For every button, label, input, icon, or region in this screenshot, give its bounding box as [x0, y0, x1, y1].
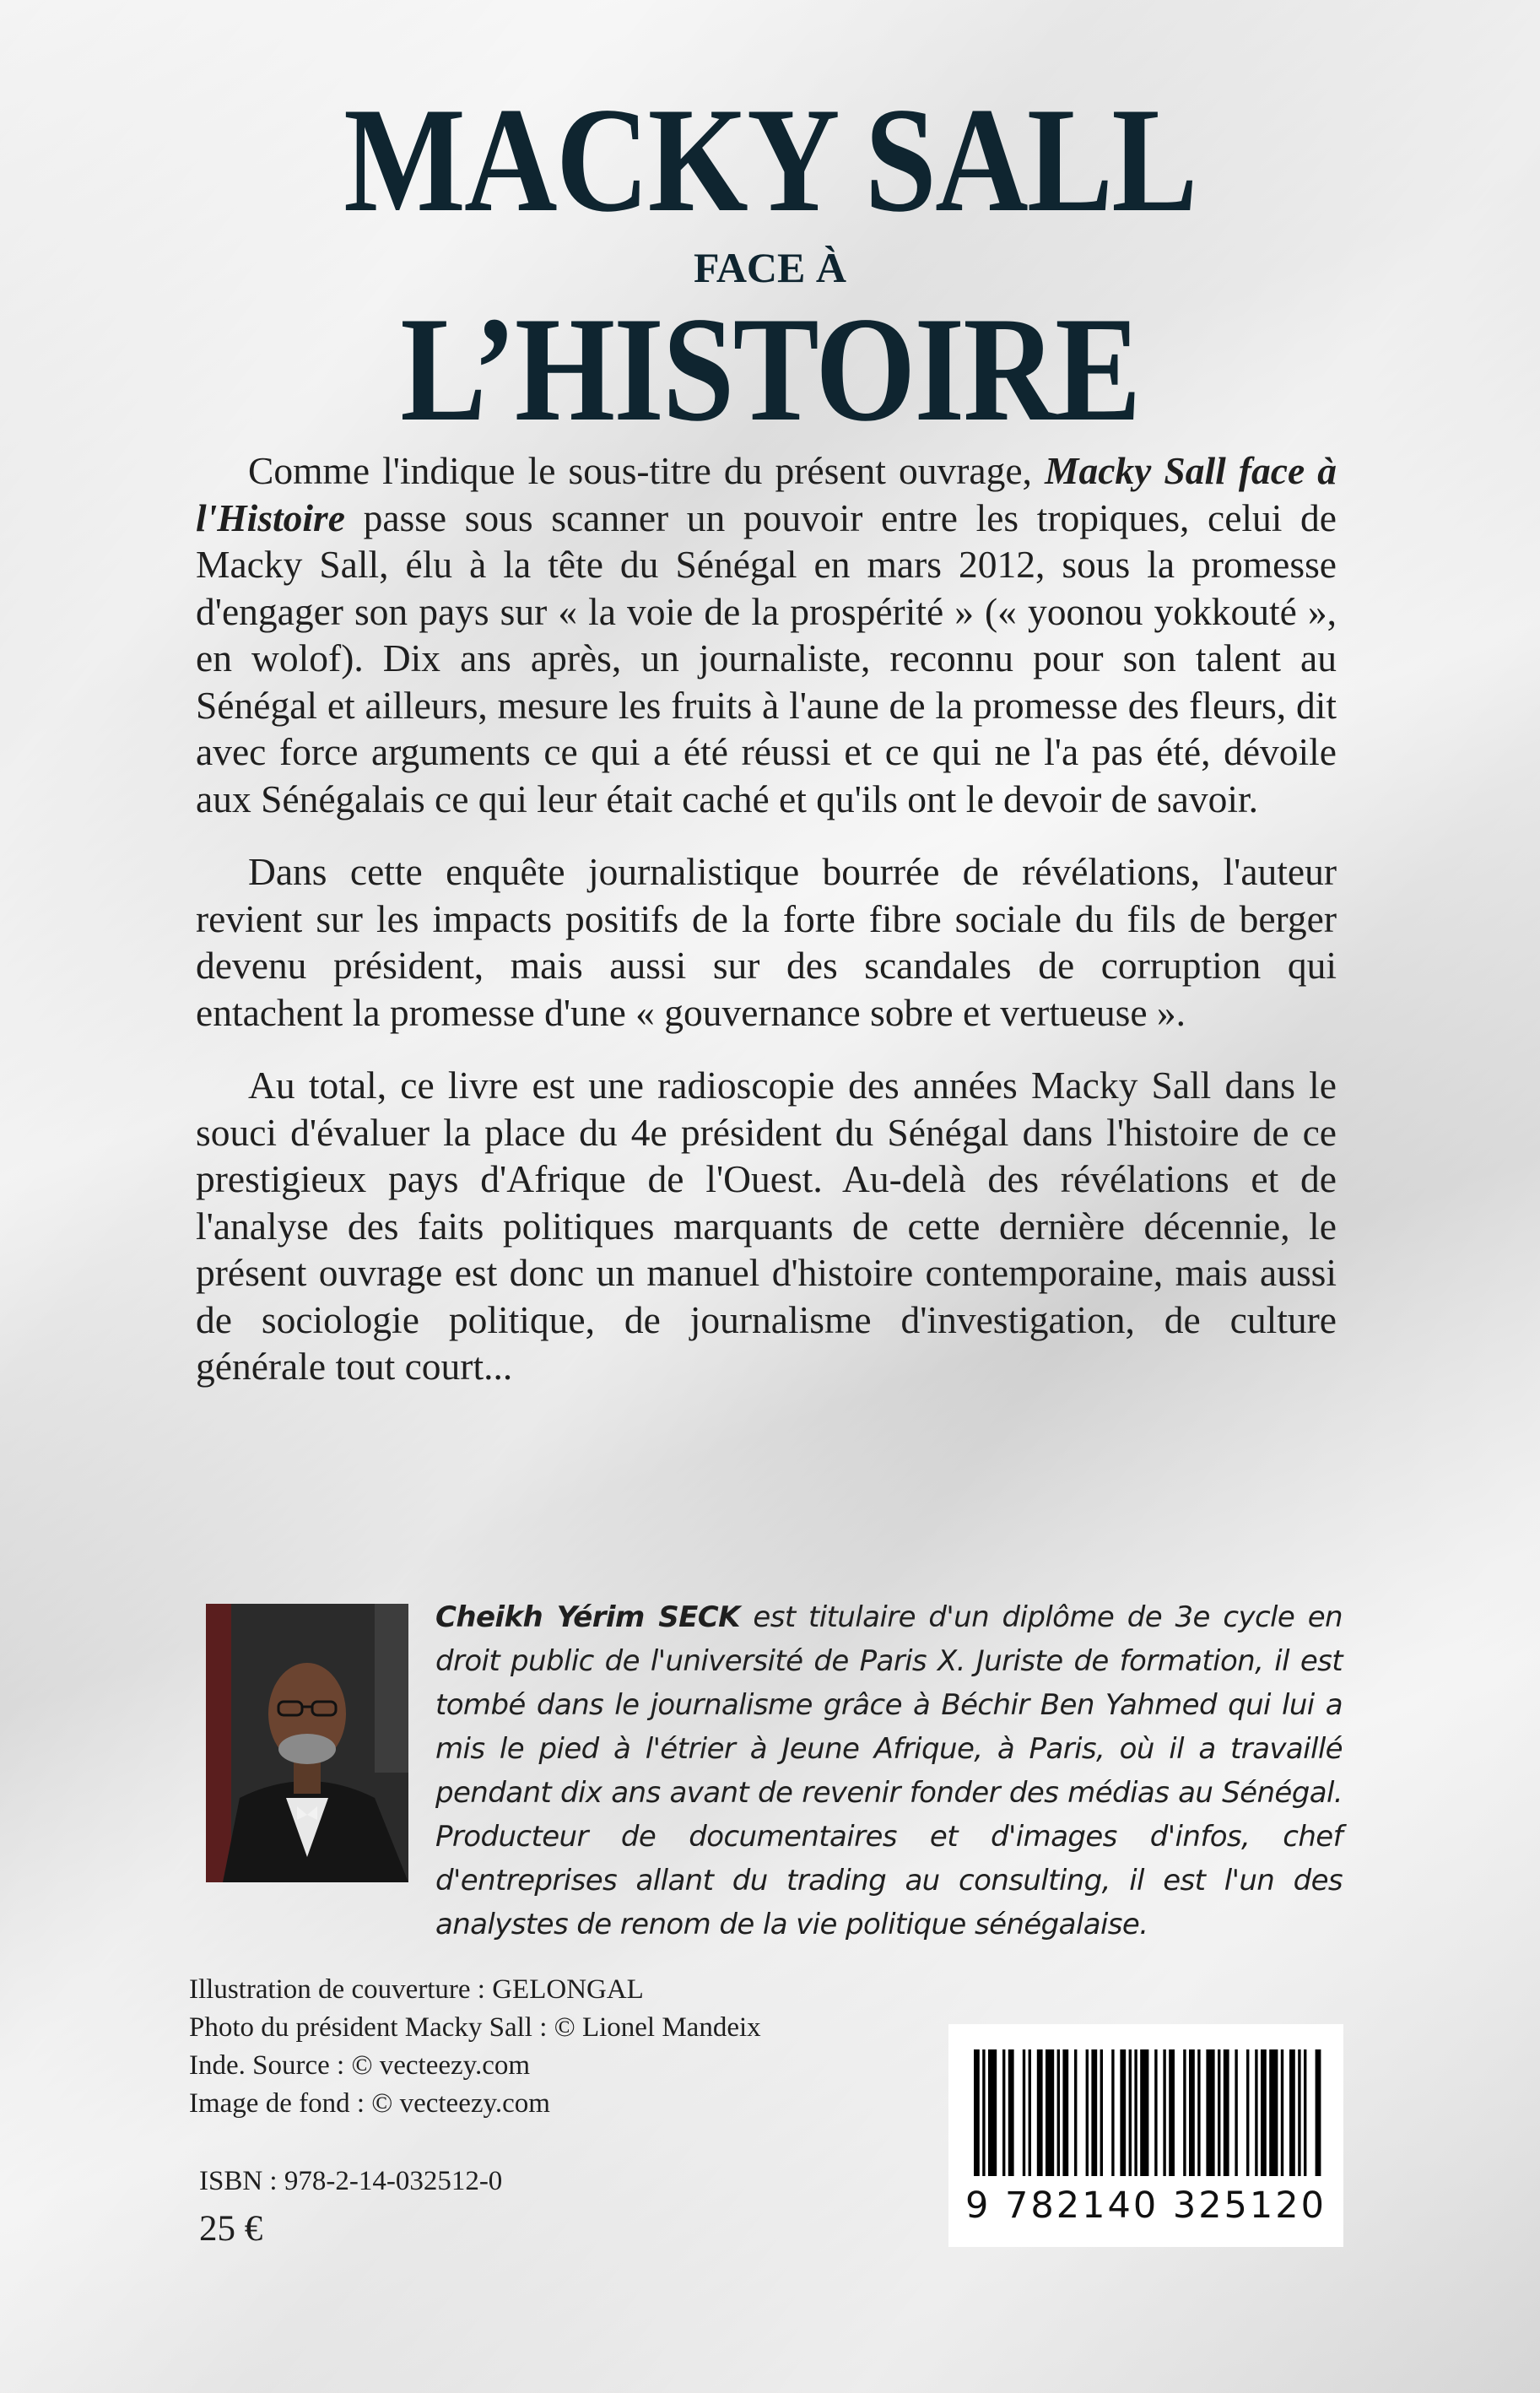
barcode-bar — [1289, 2049, 1295, 2176]
barcode-bar — [1224, 2049, 1229, 2176]
barcode-bar — [1197, 2049, 1200, 2176]
barcode — [948, 2024, 1343, 2247]
barcode-bar — [1008, 2049, 1014, 2176]
author-bio-text: est titulaire d'un diplôme de 3e cycle en droit public de l'université de Paris X. Juriste de formation, il est tombé dans le journalisme grâce à Béchir Ben Yahmed qui lui a mis le pied à l'étrier à Jeune Afrique, à Paris, où il a travaillé pendant dix ans avant de revenir fonder des médias au Sénégal. Producteur de documentaires et d'images d'infos, chef d'entreprises allant du trading au consulting, il est l'un des analystes de renom de la vie politique sénégalaise. — [435, 1600, 1343, 1941]
barcode-bar — [1023, 2049, 1025, 2176]
author-bio — [435, 1595, 1343, 1946]
barcode-bar — [1154, 2049, 1157, 2176]
barcode-bar — [1037, 2049, 1043, 2176]
barcode-bar — [1062, 2049, 1068, 2176]
blurb-paragraph-3: Au total, ce livre est une radioscopie des années Macky Sall dans le souci d'évaluer la place du 4e président du Sénégal dans l'histoire de ce prestigieux pays d'Afrique de l'Ouest. Au-delà des révélations et de l'analyse des faits politiques marquants de cette dernière décennie, le présent ouvrage est donc un manuel d'histoire contemporaine, mais aussi de sociologie politique, de journalisme d'investigation, de culture générale tout court... — [196, 1064, 1337, 1388]
credit-line: Inde. Source : © vecteezy.com — [189, 2050, 531, 2081]
book-title — [0, 76, 1540, 452]
barcode-bar — [1304, 2049, 1306, 2176]
barcode-number: 9 782140 325120 — [965, 2185, 1327, 2227]
barcode-bar — [1255, 2049, 1257, 2176]
barcode-bar — [1074, 2049, 1077, 2176]
barcode-bar — [1057, 2049, 1060, 2176]
author-name: Cheikh Yérim SECK — [435, 1600, 740, 1634]
barcode-bar — [1091, 2049, 1097, 2176]
barcode-bar — [1002, 2049, 1005, 2176]
credit-line: Photo du président Macky Sall : © Lionel Mandeix — [189, 2012, 761, 2043]
barcode-bar — [1100, 2049, 1103, 2176]
barcode-bar — [1316, 2049, 1321, 2176]
barcode-bar — [1269, 2049, 1278, 2176]
barcode-bar — [1129, 2049, 1132, 2176]
barcode-bar — [1281, 2049, 1283, 2176]
price: 25 € — [199, 2209, 263, 2249]
author-photo — [206, 1604, 408, 1882]
blurb-paragraph-1: Comme l'indique le sous-titre du présent ouvrage, Macky Sall face à l'Histoire passe sous scanner un pouvoir entre les tropiques, celui de Macky Sall, élu à la tête du Sénégal en mars 2012, sous la promesse d'engager son pays sur « la voie de la prospérité » (« yoonou yokkouté », en wolof). Dix ans après, un journaliste, reconnu pour son talent au Sénégal et ailleurs, mesure les fruits à l'aune de la promesse des fleurs, dit avec force arguments ce qui a été réussi et ce qui ne l'a pas été, dévoile aux Sénégalais ce qui leur était caché et qu'ils ont le devoir de savoir. — [196, 449, 1337, 820]
credits — [189, 1971, 761, 2123]
barcode-bar — [1163, 2049, 1165, 2176]
credit-line: Image de fond : © vecteezy.com — [189, 2088, 550, 2119]
barcode-bar — [1169, 2049, 1175, 2176]
blurb-paragraph-2: Dans cette enquête journalistique bourrée de révélations, l'auteur revient sur les impacts positifs de la forte fibre sociale du fils de berger devenu président, mais aussi sur des scandales de corruption qui entachent la promesse d'une « gouvernance sobre et vertueuse ». — [196, 850, 1337, 1034]
barcode-bar — [1183, 2049, 1186, 2176]
barcode-bar — [1086, 2049, 1089, 2176]
title-line-3: L’HISTOIRE — [400, 285, 1140, 452]
barcode-bar — [1298, 2049, 1300, 2176]
barcode-bar — [1111, 2049, 1114, 2176]
barcode-bar — [1206, 2049, 1214, 2176]
isbn: ISBN : 978-2-14-032512-0 — [199, 2166, 503, 2196]
barcode-bar — [982, 2049, 985, 2176]
barcode-bar — [1261, 2049, 1267, 2176]
blurb — [196, 447, 1337, 1416]
title-line-1: MACKY SALL — [343, 76, 1197, 243]
barcode-bars — [967, 2049, 1325, 2176]
barcode-bar — [1046, 2049, 1054, 2176]
barcode-bar — [1140, 2049, 1148, 2176]
barcode-bar — [974, 2049, 980, 2176]
barcode-bar — [988, 2049, 997, 2176]
title-line-2: FACE À — [693, 244, 846, 291]
barcode-bar — [1235, 2049, 1237, 2176]
barcode-bar — [1218, 2049, 1220, 2176]
inline-book-title: Macky Sall face à l'Histoire — [196, 449, 1337, 539]
barcode-bar — [1246, 2049, 1249, 2176]
barcode-bar — [1189, 2049, 1195, 2176]
barcode-bar — [1134, 2049, 1137, 2176]
credit-line: Illustration de couverture : GELONGAL — [189, 1974, 644, 2005]
barcode-bar — [1029, 2049, 1031, 2176]
barcode-bar — [1120, 2049, 1126, 2176]
